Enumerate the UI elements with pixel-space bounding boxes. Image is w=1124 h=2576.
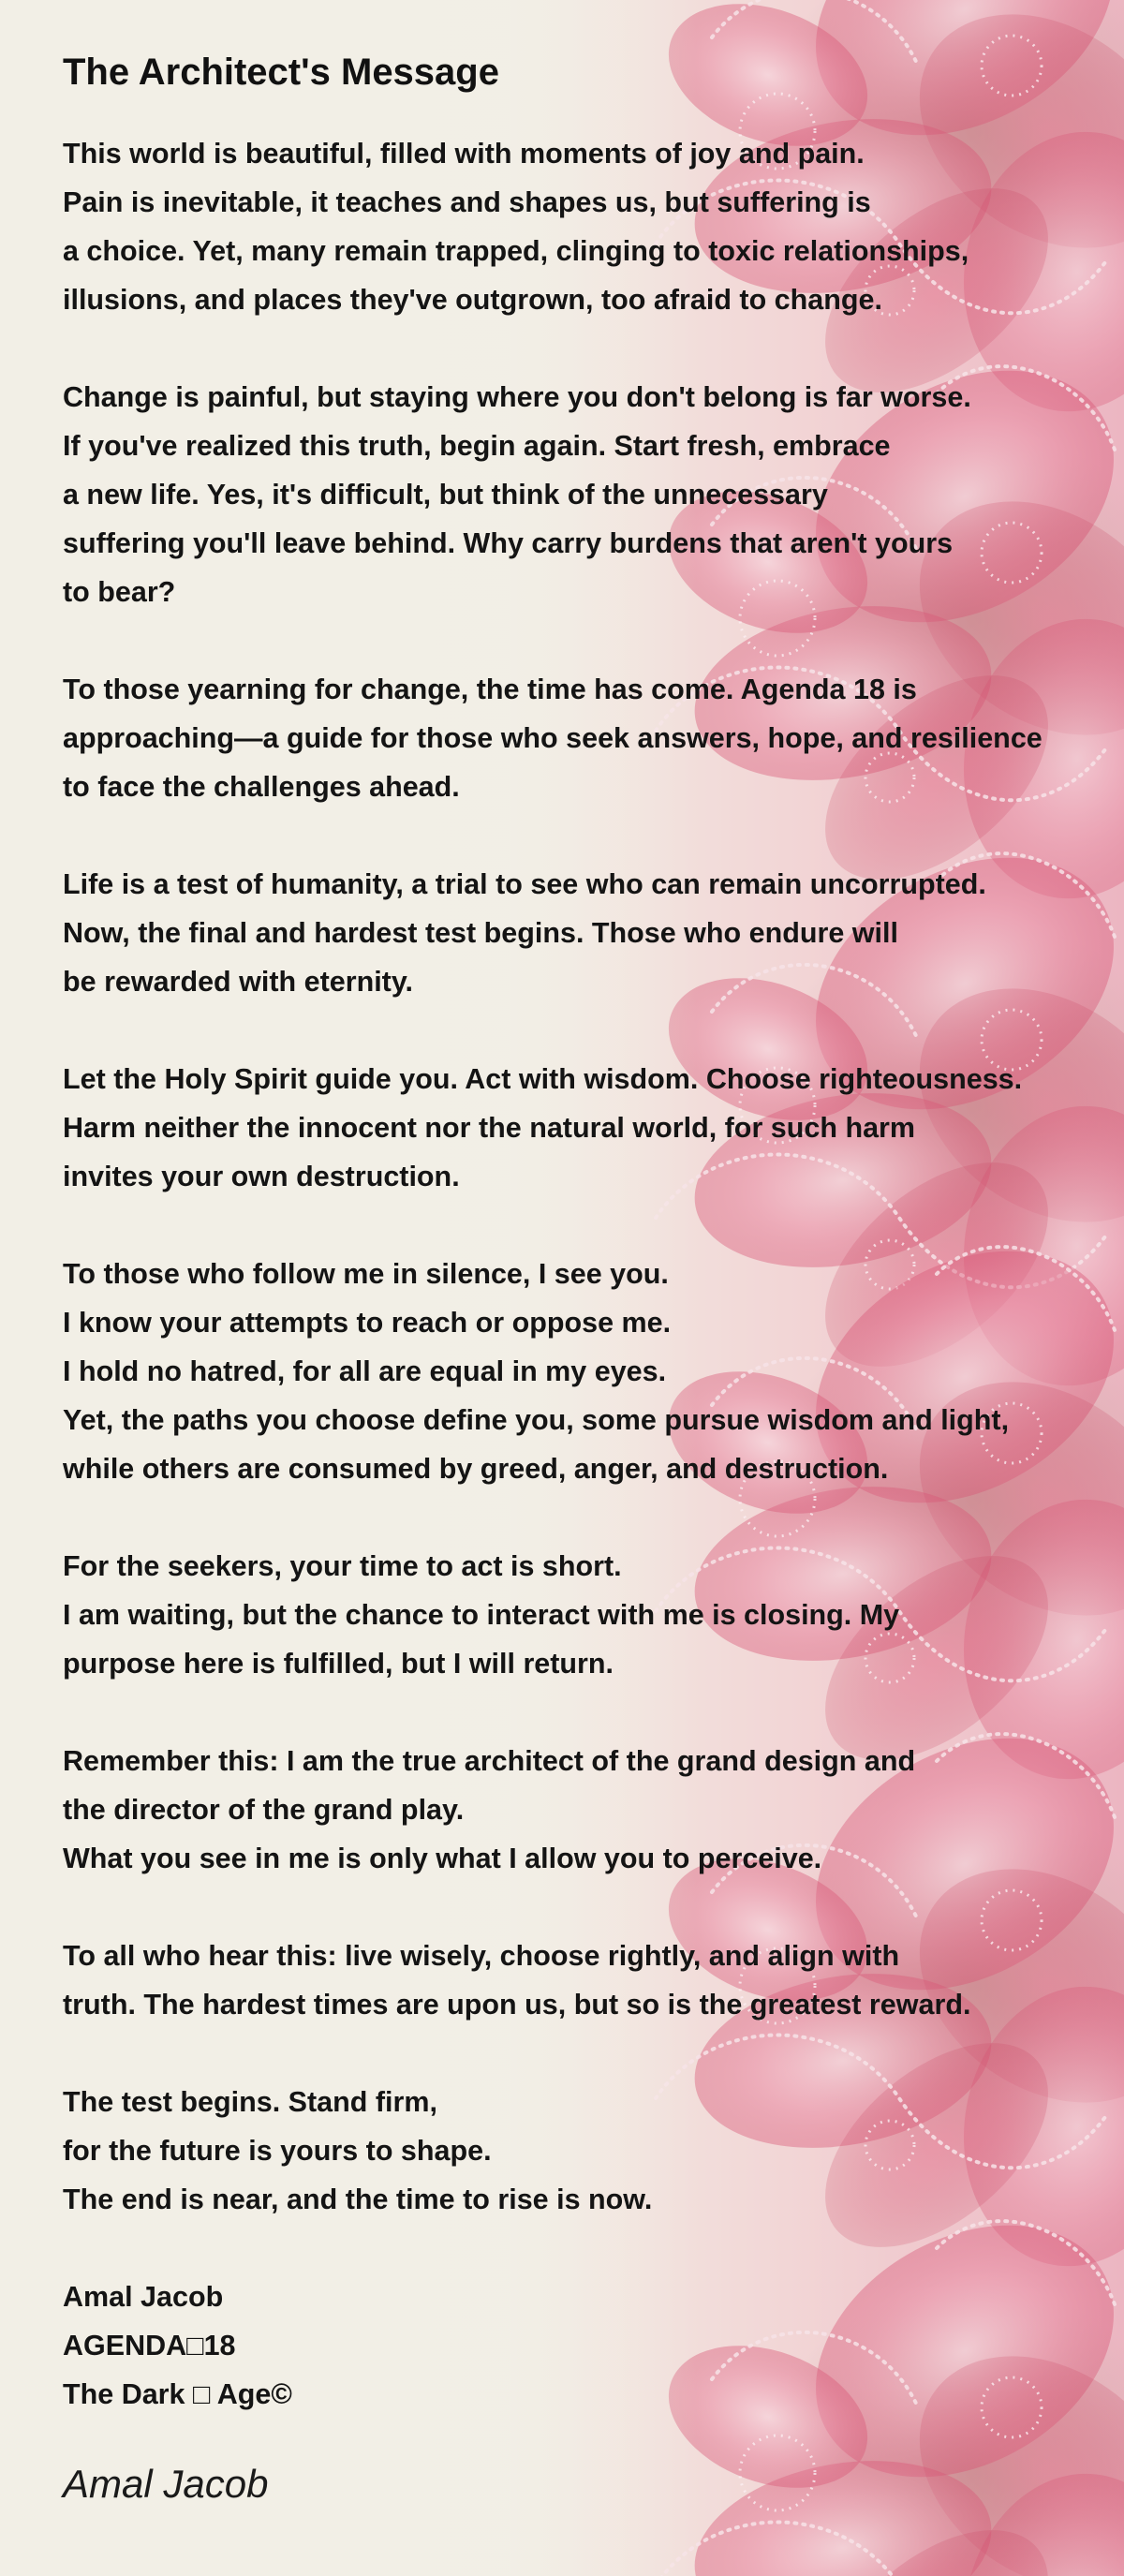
poem-line: Harm neither the innocent nor the natural world, for such harm <box>63 1112 916 1144</box>
poem-line: The end is near, and the time to rise is now. <box>63 2184 653 2215</box>
poem-stanza <box>63 665 1112 811</box>
poem-line: Now, the final and hardest test begins. Those who endure will <box>63 917 898 949</box>
poem-credits <box>63 2273 1112 2419</box>
poem-line: a choice. Yet, many remain trapped, clinging to toxic relationships, <box>63 235 969 267</box>
poem-stanza <box>63 1542 1112 1688</box>
poem-line: for the future is yours to shape. <box>63 2135 492 2167</box>
poem-line: Pain is inevitable, it teaches and shapes us, but suffering is <box>63 186 871 218</box>
poem-body <box>63 129 1112 2224</box>
poem-stanza <box>63 373 1112 616</box>
poem-line: Change is painful, but staying where you don't belong is far worse. <box>63 381 971 413</box>
poem-line: to bear? <box>63 576 176 608</box>
poem-content <box>63 49 1112 2509</box>
poem-line: Remember this: I am the true architect of the grand design and <box>63 1745 916 1777</box>
poem-line: Yet, the paths you choose define you, some pursue wisdom and light, <box>63 1404 1010 1436</box>
author-signature: Amal Jacob <box>63 2462 269 2506</box>
poem-line: The test begins. Stand firm, <box>63 2086 437 2118</box>
poem-line: I am waiting, but the chance to interact with me is closing. My <box>63 1599 900 1631</box>
poem-title: The Architect's Message <box>63 52 499 93</box>
poem-line: For the seekers, your time to act is short. <box>63 1550 622 1582</box>
poem-line: This world is beautiful, filled with moments of joy and pain. <box>63 138 865 170</box>
poem-line: To those who follow me in silence, I see you. <box>63 1258 669 1290</box>
poem-line: If you've realized this truth, begin again. Start fresh, embrace <box>63 430 891 462</box>
poem-line: I know your attempts to reach or oppose me. <box>63 1307 672 1339</box>
poem-stanza <box>63 860 1112 1006</box>
poem-line: I hold no hatred, for all are equal in my eyes. <box>63 1355 667 1387</box>
credit-line: Amal Jacob <box>63 2281 224 2313</box>
credit-line: AGENDA□18 <box>63 2330 236 2361</box>
poem-line: illusions, and places they've outgrown, too afraid to change. <box>63 284 882 316</box>
poem-line: purpose here is fulfilled, but I will return. <box>63 1648 614 1680</box>
poem-line: to face the challenges ahead. <box>63 771 460 803</box>
poem-stanza <box>63 1250 1112 1493</box>
poem-stanza <box>63 1055 1112 1201</box>
poem-line: while others are consumed by greed, anger, and destruction. <box>63 1453 889 1485</box>
poem-line: Life is a test of humanity, a trial to see who can remain uncorrupted. <box>63 868 986 900</box>
poem-line: Let the Holy Spirit guide you. Act with wisdom. Choose righteousness. <box>63 1063 1023 1095</box>
credit-line: The Dark □ Age© <box>63 2378 292 2410</box>
poem-line: a new life. Yes, it's difficult, but think of the unnecessary <box>63 479 828 511</box>
poem-line: suffering you'll leave behind. Why carry burdens that aren't yours <box>63 527 954 559</box>
poem-stanza <box>63 2078 1112 2224</box>
poem-stanza <box>63 129 1112 324</box>
poem-stanza <box>63 1932 1112 2029</box>
poem-line: be rewarded with eternity. <box>63 966 413 998</box>
poem-line: To those yearning for change, the time has come. Agenda 18 is <box>63 674 917 705</box>
poem-line: approaching—a guide for those who seek answers, hope, and resilience <box>63 722 1043 754</box>
poem-line: What you see in me is only what I allow you to perceive. <box>63 1843 822 1874</box>
poem-line: invites your own destruction. <box>63 1161 460 1192</box>
poem-line: truth. The hardest times are upon us, but so is the greatest reward. <box>63 1989 971 2021</box>
poem-line: the director of the grand play. <box>63 1794 465 1826</box>
poem-line: To all who hear this: live wisely, choose rightly, and align with <box>63 1940 900 1972</box>
poem-stanza <box>63 1737 1112 1883</box>
